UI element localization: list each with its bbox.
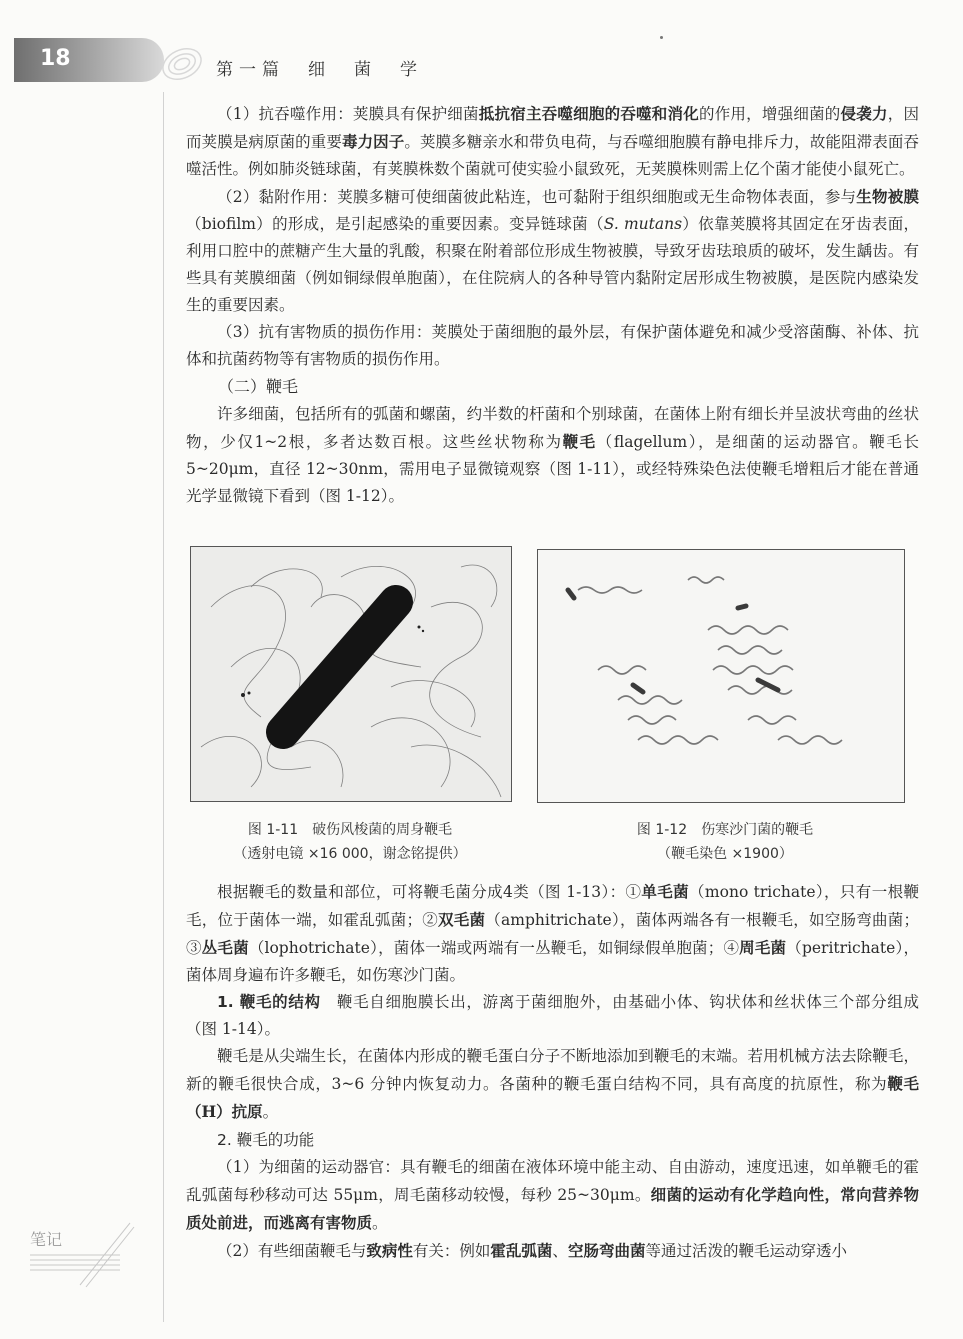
paragraph-flagella-types: 根据鞭毛的数量和部位，可将鞭毛菌分成4类（图 1-13）：①单毛菌（mono trichate），只有一根鞭毛，位于菌体一端，如霍乱弧菌；②双毛菌（amphitrichate），菌体两端各有一根鞭毛，如空肠弯曲菌；③丛毛菌（lophotrichate），菌体一端或两端有一丛鞭毛，如铜绿假单胞菌；④周毛菌（peritrichate），菌体周身遍布许多鞭毛，如伤寒沙门菌。	[186, 882, 919, 984]
heading-flagella-function: 2. 鞭毛的功能	[217, 1131, 315, 1149]
decorative-swirl-icon	[158, 40, 208, 88]
notes-margin-mark	[20, 1215, 140, 1299]
speck	[660, 36, 663, 39]
upper-text-block	[186, 100, 919, 510]
notes-label: 笔记	[30, 1230, 63, 1249]
figure-1-11-title: 图 1-11 破伤风梭菌的周身鞭毛	[247, 822, 453, 838]
lower-text-block	[186, 878, 919, 1265]
figure-1-11-micrograph	[190, 546, 512, 802]
paragraph-motility: （1）为细菌的运动器官：具有鞭毛的细菌在液体环境中能主动、自由游动，速度迅速，如单鞭毛的霍乱弧菌每秒移动可达 55μm，周毛菌移动较慢，每秒 25~30μm。细菌的运动有化学趋向性，常向营养物质处前进，而逃离有害物质。	[186, 1158, 919, 1232]
margin-divider	[163, 92, 164, 1322]
figure-1-11-note: （透射电镜 ×16 000，谢念铭提供）	[233, 846, 467, 862]
page-number: 18	[40, 46, 71, 71]
figure-1-12-title: 图 1-12 伤寒沙门菌的鞭毛	[636, 822, 814, 838]
figure-1-12-caption	[580, 818, 870, 866]
running-head: 第一篇 细 菌 学	[216, 60, 423, 80]
paragraph-pathogenicity: （2）有些细菌鞭毛与致病性有关：例如霍乱弧菌、空肠弯曲菌等通过活泼的鞭毛运动穿透小	[217, 1241, 847, 1260]
paragraph-flagella-intro: 许多细菌，包括所有的弧菌和螺菌，约半数的杆菌和个别球菌，在菌体上附有细长并呈波状弯曲的丝状物，少仅1~2根，多者达数百根。这些丝状物称为鞭毛（flagellum），是细菌的运动器官。鞭毛长 5~20μm，直径 12~30nm，需用电子显微镜观察（图 1-11），或经特殊染色法使鞭毛增粗后才能在普通光学显微镜下看到（图 1-12）。	[186, 405, 919, 505]
paragraph-flagella-structure: 1. 鞭毛的结构 鞭毛自细胞膜长出，游离于菌细胞外，由基础小体、钩状体和丝状体三个部分组成（图 1-14）。	[186, 993, 919, 1038]
paragraph-flagella-growth: 鞭毛是从尖端生长，在菌体内形成的鞭毛蛋白分子不断地添加到鞭毛的末端。若用机械方法去除鞭毛，新的鞭毛很快合成，3~6 分钟内恢复动力。各菌种的鞭毛蛋白结构不同，具有高度的抗原性，称为鞭毛（H）抗原。	[186, 1047, 919, 1121]
paragraph-anti-phagocytosis: （1）抗吞噬作用：荚膜具有保护细菌抵抗宿主吞噬细胞的吞噬和消化的作用，增强细菌的侵袭力，因而荚膜是病原菌的重要毒力因子。荚膜多糖亲水和带负电荷，与吞噬细胞膜有静电排斥力，故能阻滞表面吞噬活性。例如肺炎链球菌，有荚膜株数个菌就可使实验小鼠致死，无荚膜株则需上亿个菌才能使小鼠死亡。	[186, 104, 919, 178]
figure-1-12-stain-image	[537, 549, 905, 803]
paragraph-protection: （3）抗有害物质的损伤作用：荚膜处于菌细胞的最外层，有保护菌体避免和减少受溶菌酶、补体、抗体和抗菌药物等有害物质的损伤作用。	[186, 323, 919, 368]
section-heading-flagella: （二）鞭毛	[218, 377, 299, 396]
figure-1-12-note: （鞭毛染色 ×1900）	[657, 846, 793, 862]
paragraph-adhesion: （2）黏附作用：荚膜多糖可使细菌彼此粘连，也可黏附于组织细胞或无生命物体表面，参与生物被膜（biofilm）的形成，是引起感染的重要因素。变异链球菌（S. mutans）依靠荚膜将其固定在牙齿表面，利用口腔中的蔗糖产生大量的乳酸，积聚在附着部位形成生物被膜，导致牙齿珐琅质的破坏，发生龋齿。有些具有荚膜细菌（例如铜绿假单胞菌），在住院病人的各种导管内黏附定居形成生物被膜，是医院内感染发生的重要因素。	[186, 187, 919, 314]
figure-1-11-caption	[190, 818, 510, 866]
page-number-tab	[14, 38, 164, 82]
